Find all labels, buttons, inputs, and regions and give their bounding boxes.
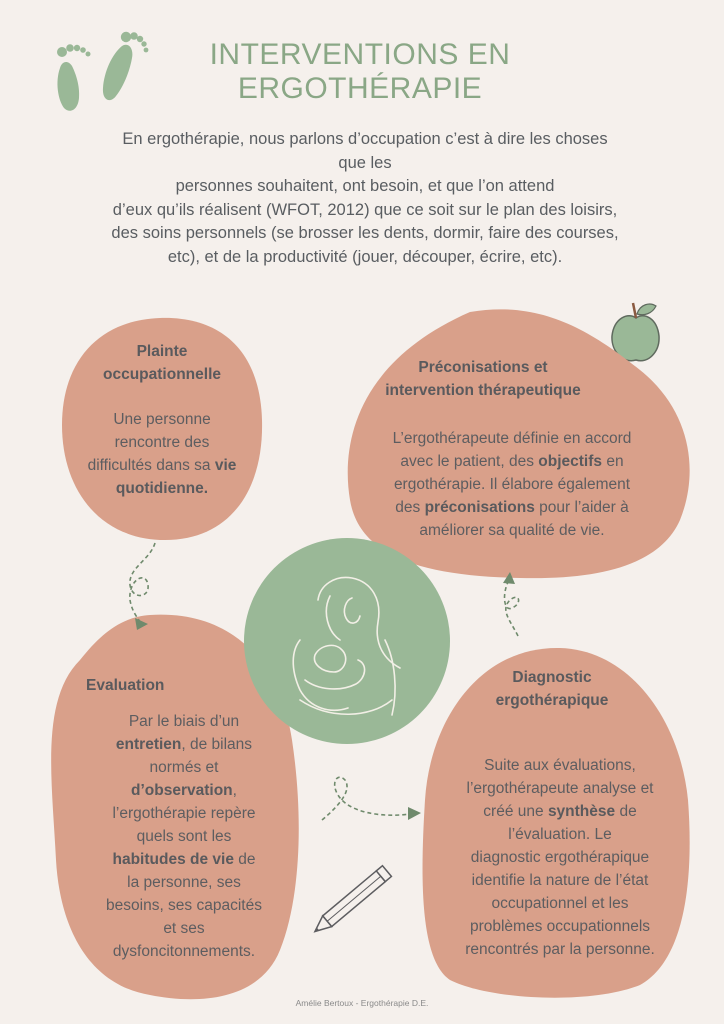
evaluation-line-4: d’observation, (131, 782, 237, 799)
diagnostic-line-6: identifie la nature de l’état (471, 872, 649, 889)
evaluation-body (84, 710, 284, 963)
evaluation-line-7: habitudes de vie de (112, 851, 256, 868)
preconisations-heading (352, 356, 614, 402)
page-title (150, 38, 570, 106)
intro-line-5: des soins personnels (se brosser les dents, dormir, faire des courses, (111, 224, 619, 242)
evaluation-line-3: normés et (149, 759, 219, 776)
preconisations-body (362, 427, 662, 542)
diagnostic-line-8: problèmes occupationnels (469, 918, 651, 935)
plainte-heading-2: occupationnelle (103, 366, 221, 383)
diagnostic-line-7: occupationnel et les (491, 895, 629, 912)
evaluation-line-11: dysfoncitonnements. (112, 943, 256, 960)
diagnostic-heading-2: ergothérapique (495, 692, 609, 709)
evaluation-line-5: l’ergothérapie repère (112, 805, 256, 822)
plainte-section (72, 340, 252, 500)
evaluation-line-2: entretien, de bilans (115, 736, 253, 753)
diagnostic-line-9: rencontrés par la personne. (465, 941, 655, 958)
intro-line-3: personnes souhaitent, ont besoin, et que l’on attend (175, 177, 555, 195)
intro-line-1: En ergothérapie, nous parlons d’occupation c’est à dire les choses (122, 130, 608, 148)
evaluation-line-8: la personne, ses (127, 874, 241, 891)
intro-paragraph (55, 128, 675, 269)
plainte-line-4: quotidienne. (115, 480, 209, 497)
diagnostic-heading-1: Diagnostic (512, 669, 592, 686)
diagnostic-line-5: diagnostic ergothérapique (470, 849, 650, 866)
plainte-line-1: Une personne (113, 411, 211, 428)
preconisations-heading-1: Préconisations et (418, 359, 548, 376)
diagnostic-body (440, 754, 680, 961)
preconisations-line-2: avec le patient, des objectifs en (400, 453, 624, 470)
intro-line-4: d’eux qu’ils réalisent (WFOT, 2012) que ce soit sur le plan des loisirs, (112, 200, 618, 219)
preconisations-line-1: L’ergothérapeute définie en accord (392, 430, 632, 447)
diagnostic-line-2: l’ergothérapeute analyse et (466, 780, 654, 797)
diagnostic-line-4: l’évaluation. Le (508, 826, 612, 843)
footprints-icon (57, 32, 148, 111)
intro-line-2: que les (338, 153, 392, 172)
apple-icon (612, 303, 659, 361)
preconisations-line-3: ergothérapie. Il élabore également (393, 476, 631, 493)
evaluation-line-6: quels sont les (136, 828, 232, 845)
plainte-line-2: rencontre des (114, 434, 210, 451)
diagnostic-line-1: Suite aux évaluations, (484, 757, 636, 774)
pencil-icon (310, 866, 391, 937)
diagnostic-heading (452, 666, 652, 712)
evaluation-heading: Evaluation (86, 677, 165, 694)
preconisations-line-4: des préconisations pour l’aider à (395, 499, 629, 516)
evaluation-line-9: besoins, ses capacités (106, 897, 262, 914)
preconisations-line-5: améliorer sa qualité de vie. (419, 522, 605, 539)
diagnostic-line-3: créé une synthèse de (483, 803, 637, 820)
title-line-2: ERGOTHÉRAPIE (237, 72, 483, 105)
preconisations-heading-2: intervention thérapeutique (385, 382, 581, 399)
evaluation-line-10: et ses (163, 920, 205, 937)
intro-line-6: etc), et de la productivité (jouer, découper, écrire, etc). (167, 247, 563, 266)
footer-credit: Amélie Bertoux - Ergothérapie D.E. (295, 998, 429, 1008)
plainte-heading-1: Plainte (136, 343, 188, 360)
plainte-line-3: difficultés dans sa vie (87, 457, 237, 474)
title-line-1: INTERVENTIONS EN (209, 38, 511, 71)
evaluation-line-1: Par le biais d’un (128, 713, 240, 730)
